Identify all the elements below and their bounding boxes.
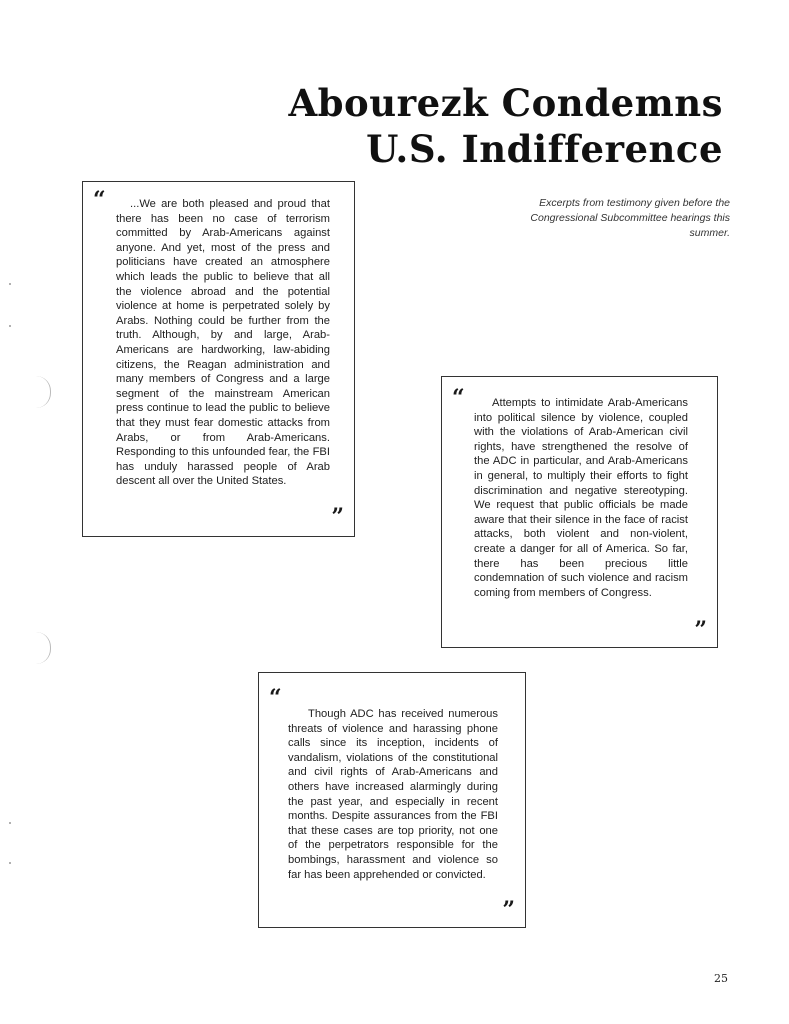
close-quote-icon: ” [502, 897, 515, 923]
quote-text-2: Attempts to intimidate Arab-Americans into political silence by violence, coupled with the violations of Arab-American civil rights, have strengthened the resolve of the ADC in particular, and Arab-Americans in general, to multiply their efforts to fight discrimination and negative stereotyping. We request that public officials be made aware that their silence in the face of racist attacks, both violent and non-violent, create a danger for all of America. So far, there has been precious little condemnation of such violence and racism coming from members of Congress. [474, 397, 688, 599]
quote-box-2 [441, 376, 718, 648]
binding-hole-mark [36, 376, 51, 408]
close-quote-icon: ” [331, 504, 344, 530]
scan-speck [9, 283, 11, 285]
open-quote-icon: “ [452, 385, 465, 411]
page-number: 25 [714, 972, 728, 985]
title-line-2: U.S. Indifference [366, 127, 723, 171]
quote-box-3 [258, 672, 526, 928]
open-quote-icon: “ [93, 187, 106, 213]
open-quote-icon: “ [269, 685, 282, 711]
article-subtitle: Excerpts from testimony given before the Congressional Subcommittee hearings this summer. [530, 197, 730, 239]
scan-speck [9, 325, 11, 327]
quote-text-3: Though ADC has received numerous threats of violence and harassing phone calls since its inception, incidents of vandalism, violations of the constitutional and civil rights of Arab-Americans and others have increased alarmingly during the past year, and especially in recent months. Despite assurances from the FBI that these cases are top priority, not one of the perpetrators responsible for the bombings, harassment and violence so far has been apprehended or convicted. [288, 708, 498, 881]
title-line-1: Abourezk Condemns [288, 81, 723, 125]
quote-text-1: ...We are both pleased and proud that there has been no case of terrorism committed by Arab-Americans against anyone. And yet, most of the press and politicians have created an atmosphere which leads the public to believe that all the violence abroad and the potential violence at home is perpetrated solely by Arabs. Nothing could be further from the truth. Although, by and large, Arab-Americans are hardworking, law-abiding citizens, the Reagan administration and many members of Congress and a large segment of the mainstream American press continue to lead the public to believe that they must fear domestic attacks from Arabs, or from Arab-Americans. Responding to this unfounded fear, the FBI has unduly harassed people of Arab descent all over the United States. [116, 198, 330, 488]
scan-speck [9, 862, 11, 864]
quote-box-1 [82, 181, 355, 537]
binding-hole-mark [36, 632, 51, 664]
article-title [163, 80, 723, 172]
close-quote-icon: ” [694, 617, 707, 643]
scan-speck [9, 822, 11, 824]
